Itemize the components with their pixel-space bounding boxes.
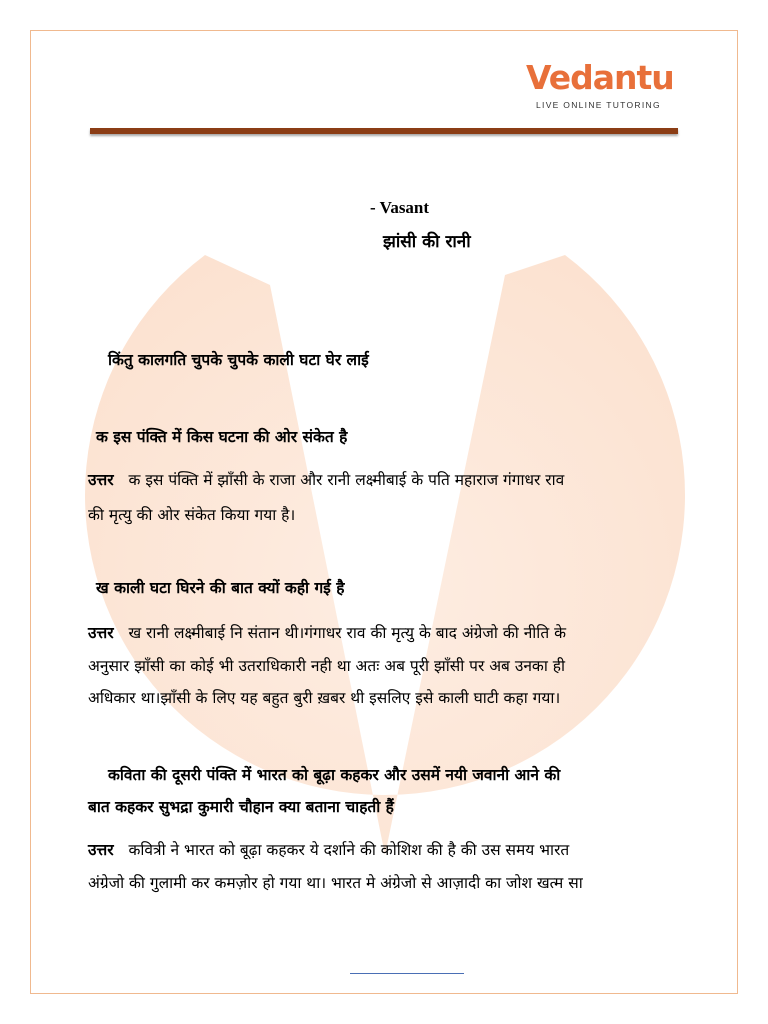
answer-b-line1 bbox=[88, 623, 566, 643]
answer-b-text1: ख रानी लक्ष्मीबाई नि संतान थी।गंगाधर राव की मृत्यु के बाद अंग्रेजो की नीति के bbox=[128, 624, 566, 642]
answer-a-line1 bbox=[88, 470, 564, 490]
header-divider bbox=[90, 128, 678, 134]
question-2-line2: बात कहकर सुभद्रा कुमारी चौहान क्या बताना चाहती हैं bbox=[88, 798, 394, 816]
answer-a-line2: की मृत्यु की ओर संकेत किया गया है। bbox=[88, 506, 296, 524]
vedantu-logo bbox=[520, 58, 680, 118]
footer-rule bbox=[350, 973, 464, 974]
answer-2-line2: अंग्रेजो की गुलामी कर कमज़ोर हो गया था। भारत मे अंग्रेजो से आज़ादी का जोश खत्म सा bbox=[88, 874, 583, 892]
answer-2-line1 bbox=[88, 840, 569, 860]
chapter-title: झांसी की रानी bbox=[383, 232, 471, 252]
subject-label: - Vasant bbox=[370, 198, 430, 217]
answer-b-line3: अधिकार था।झाँसी के लिए यह बहुत बुरी ख़बर थी इसलिए इसे काली घाटी कहा गया। bbox=[88, 689, 561, 707]
question-a: क इस पंक्ति में किस घटना की ओर संकेत है bbox=[96, 428, 348, 446]
answer-b-line2: अनुसार झाँसी का कोई भी उतराधिकारी नही था अतः अब पूरी झाँसी पर अब उनका ही bbox=[88, 657, 566, 675]
logo-tagline: LIVE ONLINE TUTORING bbox=[536, 100, 661, 110]
answer-label: उत्तर bbox=[88, 471, 114, 489]
question-b: ख काली घटा घिरने की बात क्यों कही गई है bbox=[96, 579, 345, 597]
logo-wordmark: Vedantu bbox=[526, 58, 674, 97]
answer-label: उत्तर bbox=[88, 624, 114, 642]
question-2-line1: कविता की दूसरी पंक्ति में भारत को बूढ़ा कहकर और उसमें नयी जवानी आने की bbox=[108, 766, 561, 784]
poem-line: किंतु कालगति चुपके चुपके काली घटा घेर लाई bbox=[108, 351, 369, 369]
answer-label: उत्तर bbox=[88, 841, 114, 859]
answer-2-text1: कवित्री ने भारत को बूढ़ा कहकर ये दर्शाने की कोशिश की है की उस समय भारत bbox=[128, 841, 570, 859]
answer-a-text1: क इस पंक्ति में झाँसी के राजा और रानी लक्ष्मीबाई के पति महाराज गंगाधर राव bbox=[128, 471, 565, 489]
